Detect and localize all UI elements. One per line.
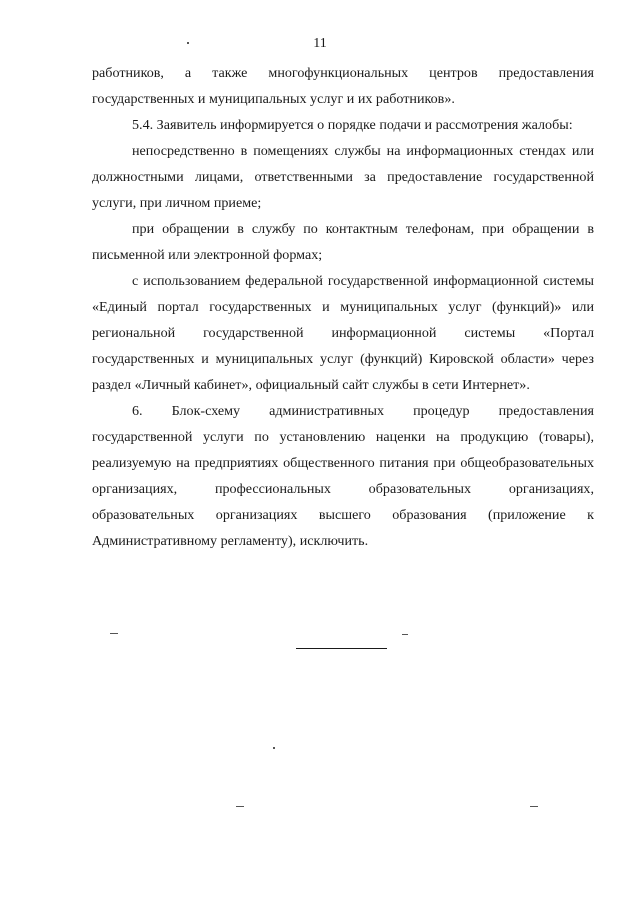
scan-speck (273, 747, 275, 749)
scan-speck (110, 633, 118, 634)
scan-speck (530, 806, 538, 807)
paragraph-5-4: 5.4. Заявитель информируется о порядке подачи и рассмотрения жалобы: (132, 117, 573, 133)
paragraph-info-stands: непосредственно в помещениях службы на информационных стендах или должностными лицами, ответственными за предоставление государственной услуги, при личном приеме; (92, 143, 594, 211)
page-number: 11 (313, 36, 327, 51)
paragraph-phone-contact: при обращении в службу по контактным телефонам, при обращении в письменной или электронной формах; (92, 221, 594, 263)
scan-speck (187, 42, 189, 44)
paragraph-6: 6. Блок-схему административных процедур предоставления государственной услуги по установлению наценки на продукцию (товары), реализуемую на предприятиях общественного питания при общеобразовательных организациях, профессиональных образовательных организациях, образовательных организациях высшего образования (приложение к Административному регламенту), исключить. (92, 403, 594, 549)
scan-speck (402, 634, 408, 635)
end-of-text-rule (296, 648, 387, 649)
paragraph-portal: с использованием федеральной государственной информационной системы «Единый портал государственных и муниципальных услуг (функций)» или региональной государственной информационной системы «Портал государственных и муниципальных услуг (функций) Кировской области» через раздел «Личный кабинет», официальный сайт службы в сети Интернет». (92, 273, 594, 393)
scan-speck (236, 806, 244, 807)
paragraph-continuation: работников, а также многофункциональных центров предоставления государственных и муниципальных услуг и их работников». (92, 65, 594, 107)
document-body (92, 60, 594, 554)
